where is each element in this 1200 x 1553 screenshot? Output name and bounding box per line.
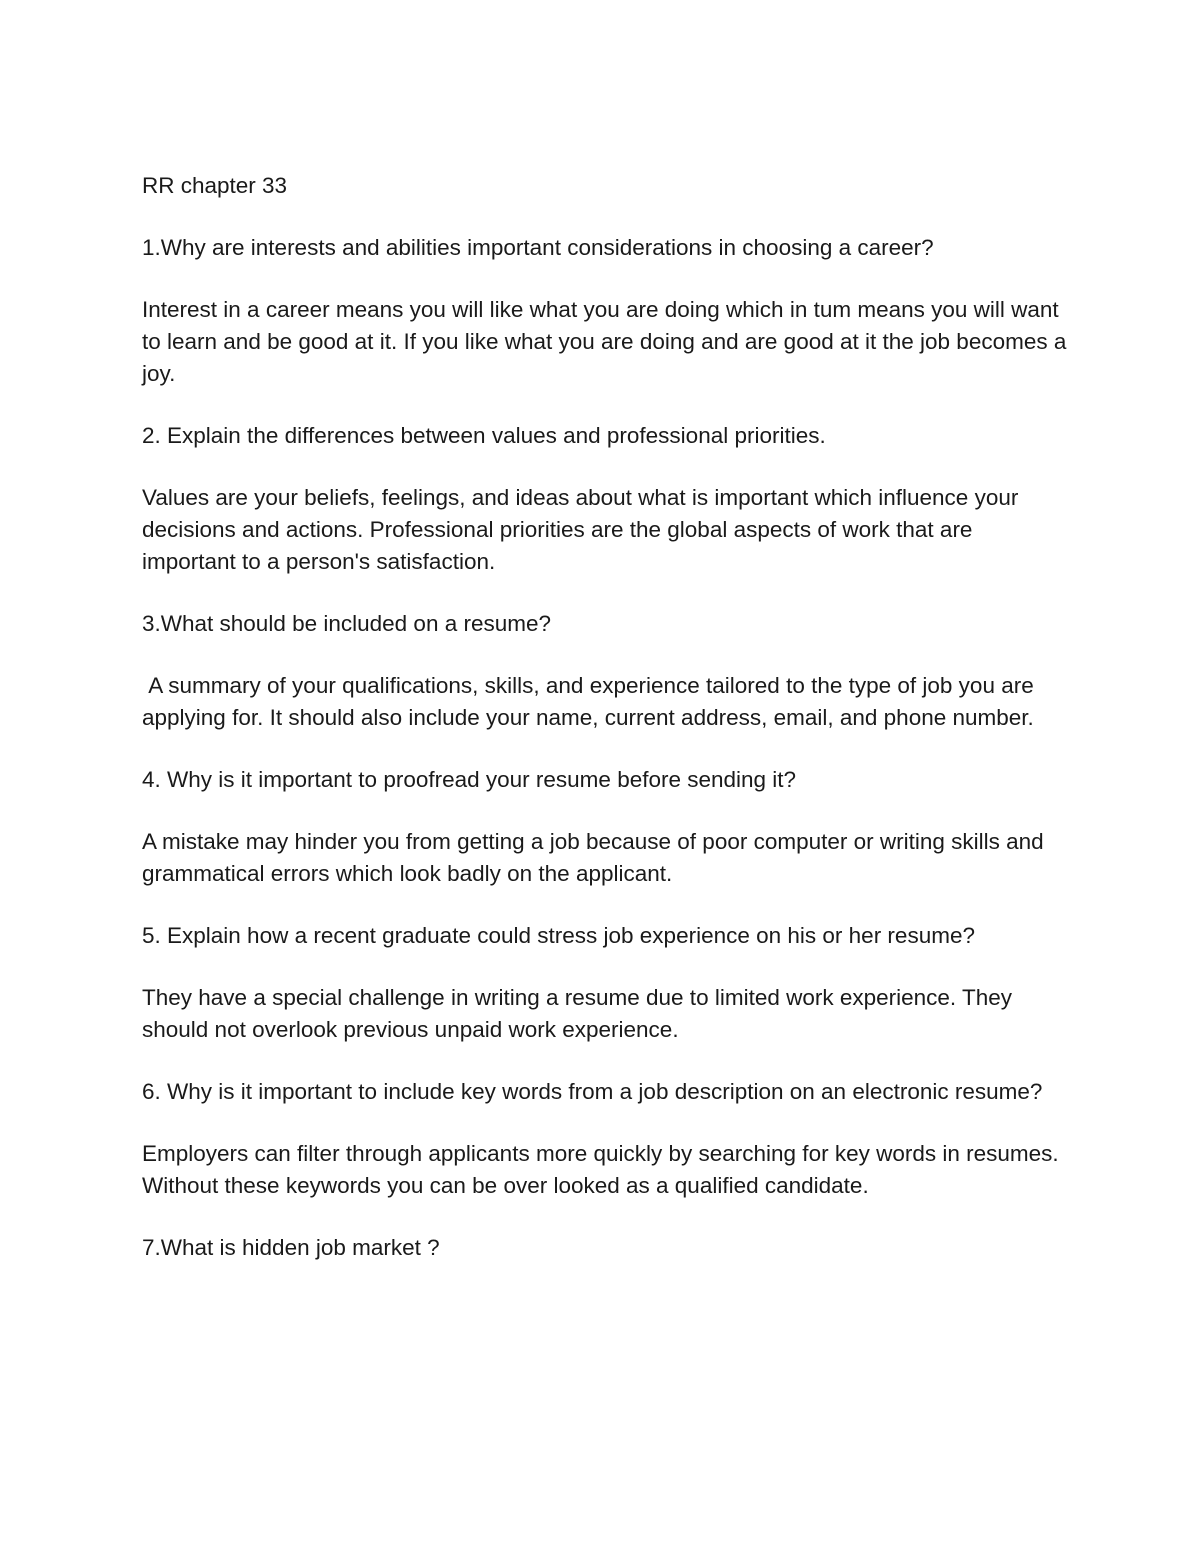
answer-1: Interest in a career means you will like what you are doing which in tum means you will want to learn and be good at it. If you like what you are doing and are good at it the job becomes a joy. <box>142 297 1073 386</box>
question-4: 4. Why is it important to proofread your resume before sending it? <box>142 767 797 792</box>
question-7: 7.What is hidden job market ? <box>142 1235 440 1260</box>
question-3: 3.What should be included on a resume? <box>142 611 552 636</box>
question-5: 5. Explain how a recent graduate could stress job experience on his or her resume? <box>142 923 975 948</box>
answer-2: Values are your beliefs, feelings, and ideas about what is important which influence your decisions and actions. Professional priorities are the global aspects of work that are important to a person's satisfaction. <box>142 485 1025 574</box>
question-1: 1.Why are interests and abilities important considerations in choosing a career? <box>142 235 934 260</box>
document-body <box>142 170 1072 1294</box>
document-title: RR chapter 33 <box>142 173 288 198</box>
answer-4: A mistake may hinder you from getting a job because of poor computer or writing skills and grammatical errors which look badly on the applicant. <box>142 829 1050 886</box>
question-6: 6. Why is it important to include key words from a job description on an electronic resume? <box>142 1079 1043 1104</box>
answer-3: A summary of your qualifications, skills, and experience tailored to the type of job you are applying for. It should also include your name, current address, email, and phone number. <box>142 673 1040 730</box>
answer-5: They have a special challenge in writing a resume due to limited work experience. They should not overlook previous unpaid work experience. <box>142 985 1019 1042</box>
question-2: 2. Explain the differences between values and professional priorities. <box>142 423 826 448</box>
answer-6: Employers can filter through applicants more quickly by searching for key words in resumes. Without these keywords you can be over looked as a qualified candidate. <box>142 1141 1065 1198</box>
